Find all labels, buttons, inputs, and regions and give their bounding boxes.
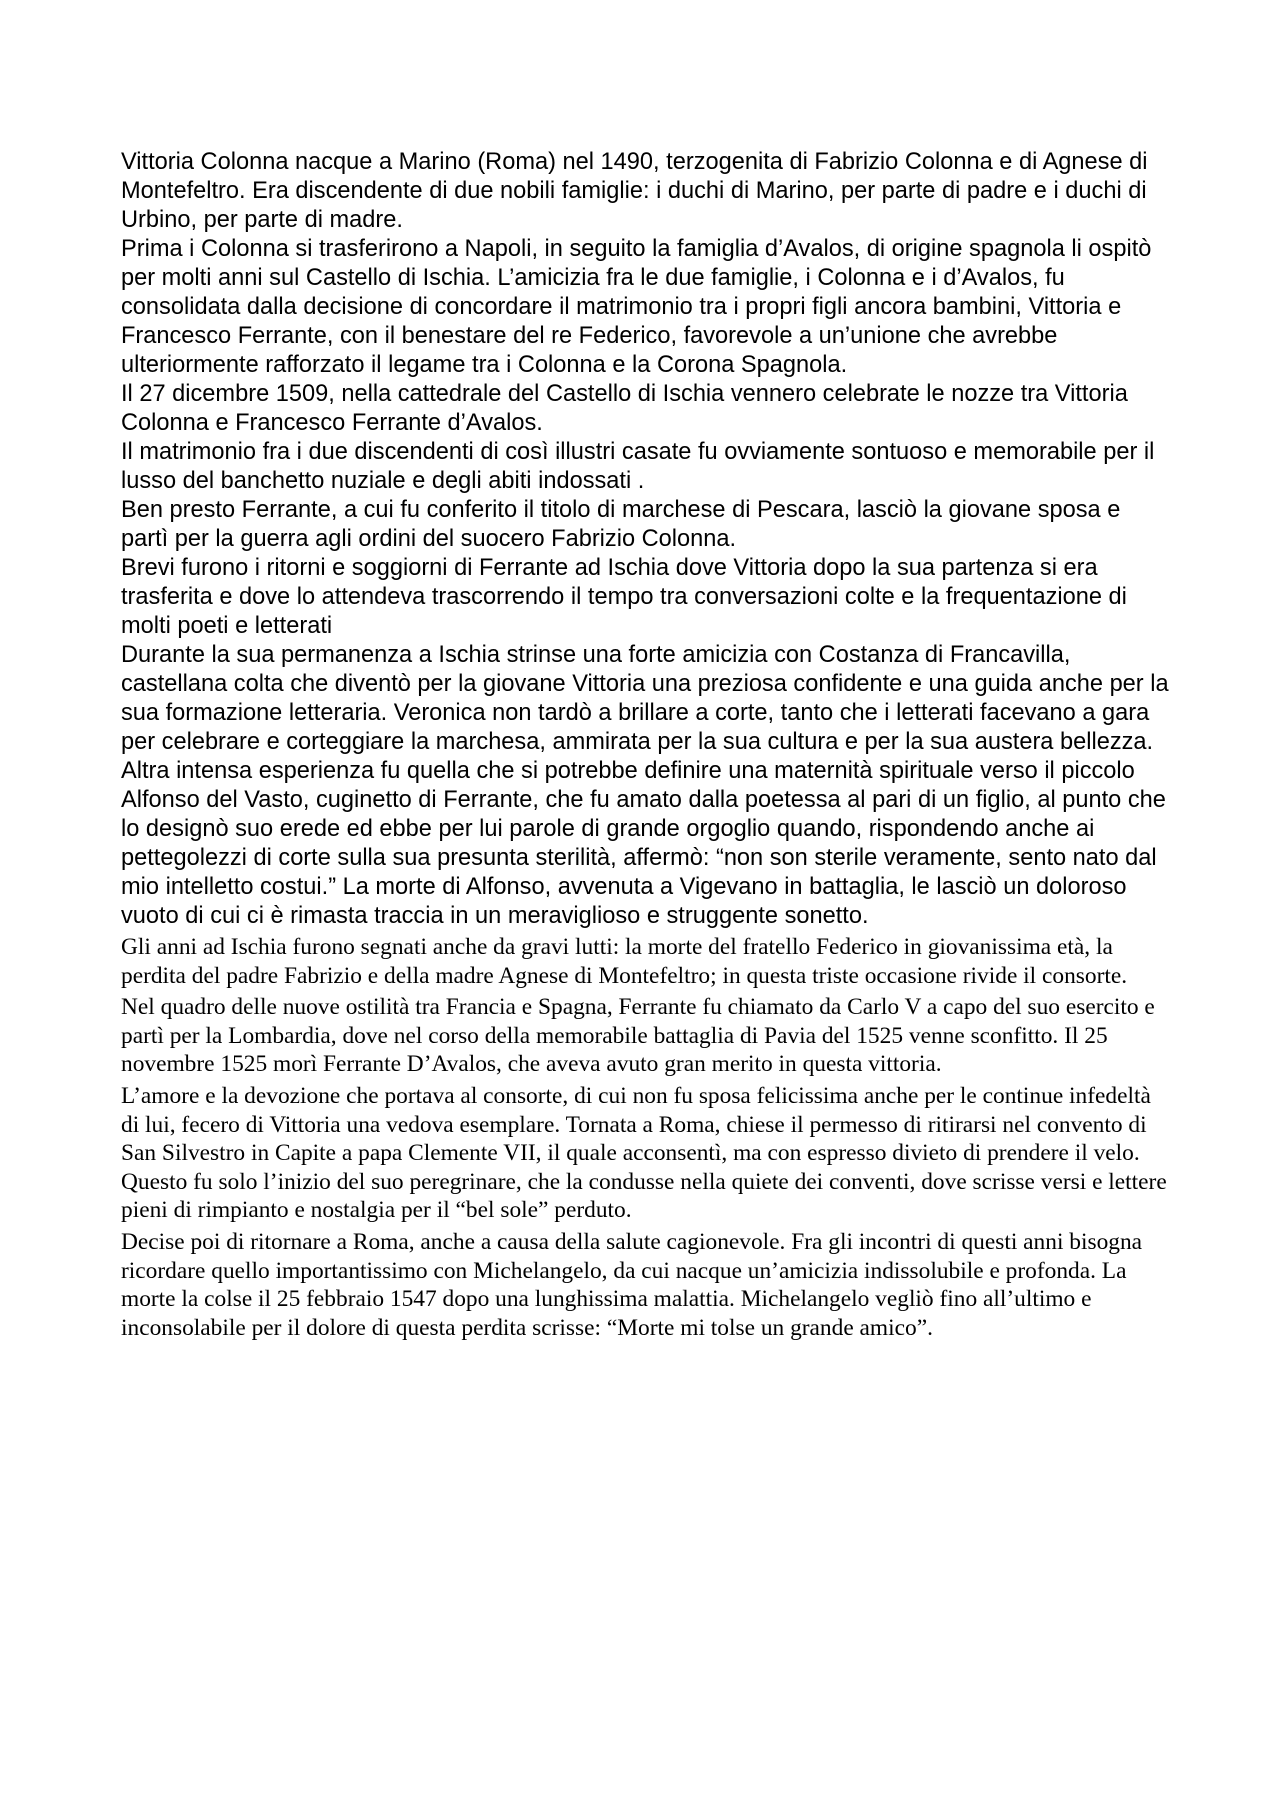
paragraph: Brevi furono i ritorni e soggiorni di Ferrante ad Ischia dove Vittoria dopo la sua partenza si era trasferita e dove lo attendeva trascorrendo il tempo tra conversazioni colte e la frequentazione di molti poeti e letterati (121, 555, 1127, 639)
paragraph: Ben presto Ferrante, a cui fu conferito il titolo di marchese di Pescara, lasciò la giovane sposa e partì per la guerra agli ordini del suocero Fabrizio Colonna. (121, 497, 1121, 552)
paragraph: Il 27 dicembre 1509, nella cattedrale del Castello di Ischia vennero celebrate le nozze tra Vittoria Colonna e Francesco Ferrante d’Avalos. (121, 381, 1128, 436)
serif-text-section (121, 933, 1171, 1342)
paragraph: Gli anni ad Ischia furono segnati anche da gravi lutti: la morte del fratello Federico in giovanissima età, la perdita del padre Fabrizio e della madre Agnese di Montefeltro; in questa triste occasione rivide il consorte. (121, 934, 1128, 989)
paragraph: Il matrimonio fra i due discendenti di così illustri casate fu ovviamente sontuoso e memorabile per il lusso del banchetto nuziale e degli abiti indossati . (121, 439, 1155, 494)
paragraph: Nel quadro delle nuove ostilità tra Francia e Spagna, Ferrante fu chiamato da Carlo V a capo del suo esercito e partì per la Lombardia, dove nel corso della memorabile battaglia di Pavia del 1525 venne sconfitto. Il 25 novembre 1525 morì Ferrante D’Avalos, che aveva avuto gran merito in questa vittoria. (121, 994, 1155, 1078)
sans-text-section (121, 148, 1171, 931)
paragraph: Prima i Colonna si trasferirono a Napoli, in seguito la famiglia d’Avalos, di origine spagnola li ospitò per molti anni sul Castello di Ischia. L’amicizia fra le due famiglie, i Colonna e i d’Avalos, fu consolidata dalla decisione di concordare il matrimonio tra i propri figli ancora bambini, Vittoria e Francesco Ferrante, con il benestare del re Federico, favorevole a un’unione che avrebbe ulteriormente rafforzato il legame tra i Colonna e la Corona Spagnola. (121, 236, 1152, 378)
document-body (121, 148, 1171, 1345)
paragraph: Vittoria Colonna nacque a Marino (Roma) nel 1490, terzogenita di Fabrizio Colonna e di Agnese di Montefeltro. Era discendente di due nobili famiglie: i duchi di Marino, per parte di padre e i duchi di Urbino, per parte di madre. (121, 149, 1148, 233)
paragraph: Durante la sua permanenza a Ischia strinse una forte amicizia con Costanza di Francavilla, castellana colta che diventò per la giovane Vittoria una preziosa confidente e una guida anche per la sua formazione letteraria. Veronica non tardò a brillare a corte, tanto che i letterati facevano a gara per celebrare e corteggiare la marchesa, ammirata per la sua cultura e per la sua austera bellezza. (121, 642, 1169, 755)
paragraph: Altra intensa esperienza fu quella che si potrebbe definire una maternità spirituale verso il piccolo Alfonso del Vasto, cuginetto di Ferrante, che fu amato dalla poetessa al pari di un figlio, al punto che lo designò suo erede ed ebbe per lui parole di grande orgoglio quando, rispondendo anche ai pettegolezzi di corte sulla sua presunta sterilità, affermò: “non son sterile veramente, sento nato dal mio intelletto costui.” La morte di Alfonso, avvenuta a Vigevano in battaglia, le lasciò un doloroso vuoto di cui ci è rimasta traccia in un meraviglioso e struggente sonetto. (121, 758, 1166, 929)
paragraph: Decise poi di ritornare a Roma, anche a causa della salute cagionevole. Fra gli incontri di questi anni bisogna ricordare quello importantissimo con Michelangelo, da cui nacque un’amicizia indissolubile e profonda. La morte la colse il 25 febbraio 1547 dopo una lunghissima malattia. Michelangelo vegliò fino all’ultimo e inconsolabile per il dolore di questa perdita scrisse: “Morte mi tolse un grande amico”. (121, 1228, 1143, 1341)
paragraph: L’amore e la devozione che portava al consorte, di cui non fu sposa felicissima anche per le continue infedeltà di lui, fecero di Vittoria una vedova esemplare. Tornata a Roma, chiese il permesso di ritirarsi nel convento di San Silvestro in Capite a papa Clemente VII, il quale acconsentì, ma con espresso divieto di prendere il velo. Questo fu solo l’inizio del suo peregrinare, che la condusse nella quiete dei conventi, dove scrisse versi e lettere pieni di rimpianto e nostalgia per il “bel sole” perduto. (121, 1082, 1167, 1224)
